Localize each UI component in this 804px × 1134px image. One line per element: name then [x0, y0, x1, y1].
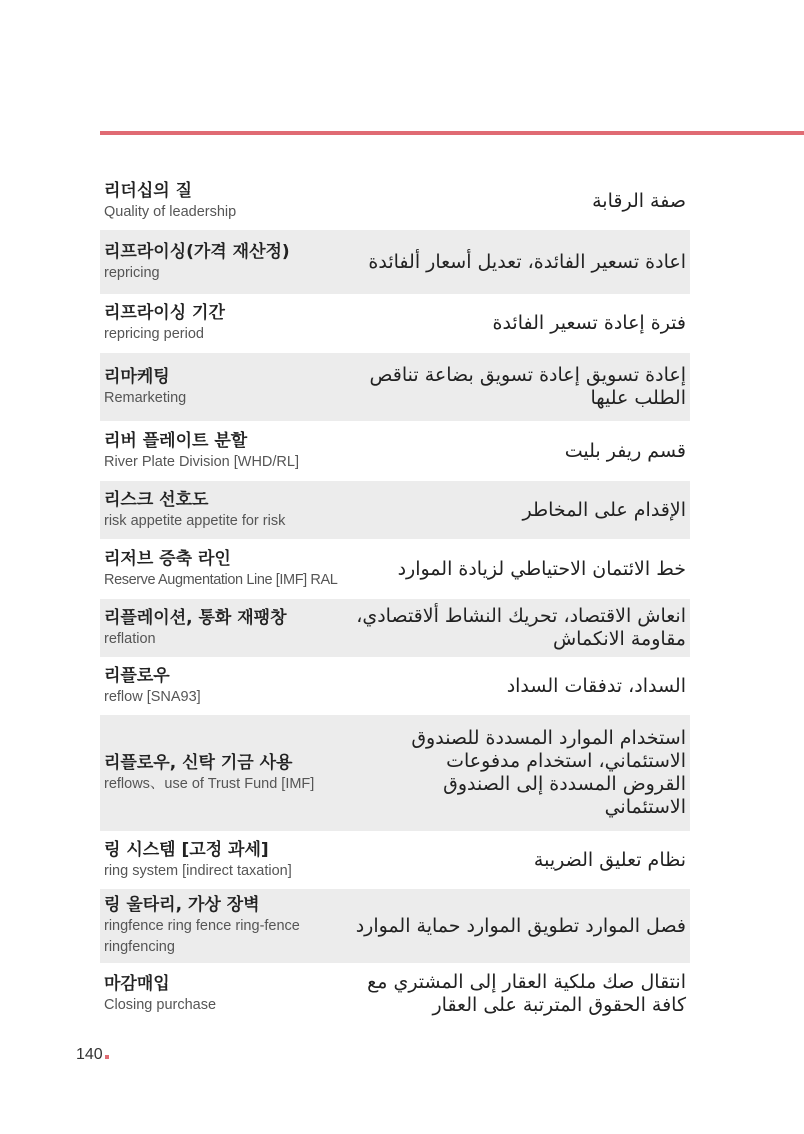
arabic-term: استخدام الموارد المسددة للصندوق الاستئماني، استخدام مدفوعات القروض المسددة إلى الصندوق الاستئماني: [411, 727, 686, 818]
arabic-term: خط الائتمان الاحتياطي لزيادة الموارد: [397, 557, 686, 580]
accent-dot: [105, 1055, 109, 1059]
glossary-entry: [100, 481, 690, 539]
glossary-entry: [100, 657, 690, 715]
glossary-entry: [100, 715, 690, 831]
english-term: Closing purchase: [104, 996, 217, 1013]
english-term: Reserve Augmentation Line [IMF] RAL: [104, 571, 338, 588]
arabic-term: فصل الموارد تطويق الموارد حماية الموارد: [355, 914, 686, 937]
korean-term: 링 울타리, 가상 장벽: [104, 895, 260, 915]
korean-term: 링 시스템 [고정 과세]: [104, 839, 269, 860]
arabic-term: قسم ريفر بليت: [564, 439, 686, 462]
korean-term: 리더십의 질: [104, 180, 193, 201]
english-term: reflow [SNA93]: [104, 688, 201, 705]
header-rule: [100, 131, 804, 135]
glossary-entry: [100, 963, 690, 1025]
english-term: reflows、use of Trust Fund [IMF]: [104, 775, 315, 792]
arabic-term: انعاش الاقتصاد، تحريك النشاط ألاقتصادي، مقاومة الانكماش: [356, 605, 686, 650]
korean-term: 리플로우, 신탁 기금 사용: [104, 752, 293, 773]
korean-term: 리버 플레이트 분할: [104, 430, 248, 451]
arabic-term: صفة الرقابة: [592, 189, 686, 212]
english-term: River Plate Division [WHD/RL]: [104, 453, 299, 470]
korean-term: 리프라이싱 기간: [104, 303, 225, 323]
page-number-text: 140: [76, 1046, 103, 1063]
arabic-term: فترة إعادة تسعير الفائدة: [492, 312, 686, 334]
glossary-entry: [100, 599, 690, 657]
korean-term: 리저브 증축 라인: [104, 548, 231, 569]
english-term: ring system [indirect taxation]: [104, 862, 292, 879]
english-term: Quality of leadership: [104, 203, 237, 220]
english-term: reflation: [104, 630, 156, 647]
english-term: ringfence ring fence ring-fence ringfencing: [104, 918, 300, 955]
korean-term: 리플로우: [104, 665, 170, 686]
glossary-entry: [100, 889, 690, 963]
arabic-term: الإقدام على المخاطر: [522, 498, 686, 521]
page-number: [76, 1046, 109, 1064]
glossary-entry: [100, 421, 690, 481]
glossary-entry: [100, 230, 690, 294]
english-term: Remarketing: [104, 389, 187, 406]
korean-term: 리스크 선호도: [104, 489, 209, 510]
glossary-entry: [100, 294, 690, 353]
arabic-term: نظام تعليق الضريبة: [533, 848, 686, 871]
glossary-entry: [100, 831, 690, 889]
english-term: risk appetite appetite for risk: [104, 512, 286, 529]
glossary-list: [100, 172, 690, 1025]
english-term: repricing: [104, 264, 160, 281]
glossary-entry: [100, 172, 690, 230]
glossary-entry: [100, 539, 690, 599]
korean-term: 리프라이싱(가격 재산정): [104, 241, 290, 262]
english-term: repricing period: [104, 326, 204, 342]
arabic-term: إعادة تسويق إعادة تسويق بضاعة تناقص الطلب عليها: [369, 364, 686, 409]
arabic-term: اعادة تسعير الفائدة، تعديل أسعار ألفائدة: [368, 250, 686, 273]
korean-term: 마감매입: [104, 973, 170, 994]
korean-term: 리마케팅: [104, 366, 170, 387]
korean-term: 리플레이션, 통화 재팽창: [104, 607, 287, 628]
glossary-entry: [100, 353, 690, 421]
arabic-term: انتقال صك ملكية العقار إلى المشتري مع كافة الحقوق المترتبة على العقار: [367, 971, 686, 1016]
arabic-term: السداد، تدفقات السداد: [506, 674, 686, 697]
